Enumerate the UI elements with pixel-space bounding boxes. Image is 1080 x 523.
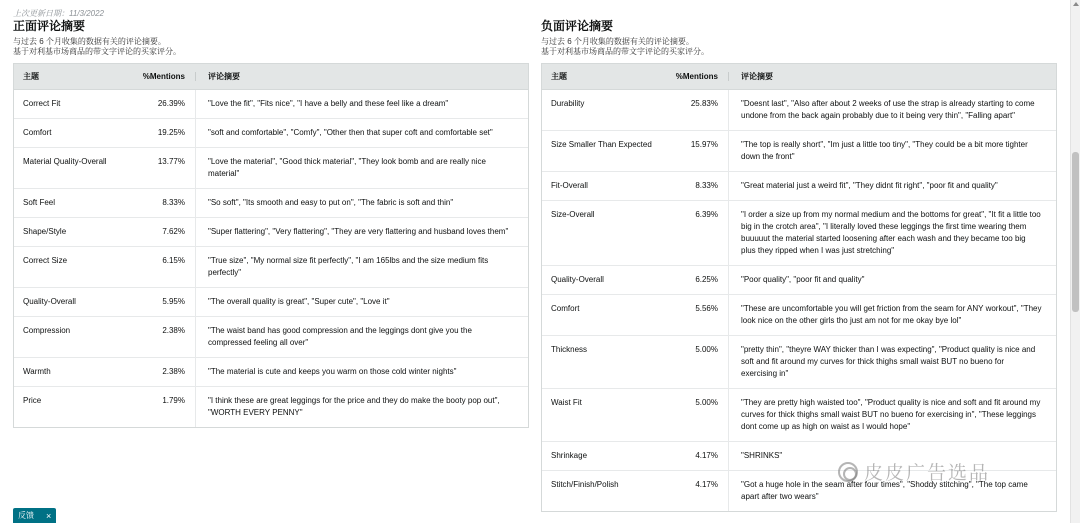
- table-row: [14, 317, 528, 358]
- negative-desc-line1: 与过去 6 个月收集的数据有关的评论摘要。: [541, 37, 694, 46]
- row-mentions: 5.56%: [672, 295, 729, 335]
- row-topic: Size-Overall: [551, 210, 595, 219]
- watermark: [838, 458, 990, 485]
- row-topic: Soft Feel: [23, 198, 56, 207]
- row-topic: Quality-Overall: [23, 297, 76, 306]
- table-row: [14, 247, 528, 288]
- row-mentions: 4.17%: [672, 442, 729, 470]
- row-topic: Thickness: [551, 345, 588, 354]
- row-mentions: 2.38%: [139, 317, 196, 357]
- table-row: [14, 119, 528, 148]
- row-mentions: 2.38%: [139, 358, 196, 386]
- positive-desc-line1: 与过去 6 个月收集的数据有关的评论摘要。: [13, 37, 166, 46]
- row-topic: Stitch/Finish/Polish: [551, 480, 619, 489]
- header-mentions[interactable]: %Mentions: [139, 72, 196, 81]
- row-summary: "The top is really short", "Im just a little too tiny", "They could be a bit more tighter down the front": [741, 140, 1028, 161]
- row-mentions: 26.39%: [139, 90, 196, 118]
- row-mentions: 1.79%: [139, 387, 196, 427]
- row-mentions: 8.33%: [139, 189, 196, 217]
- table-row: [542, 389, 1056, 442]
- row-topic: Material Quality-Overall: [23, 157, 107, 166]
- header-summary: 评论摘要: [208, 72, 240, 81]
- positive-review-table: [13, 63, 529, 428]
- row-topic: Compression: [23, 326, 71, 335]
- row-mentions: 5.95%: [139, 288, 196, 316]
- negative-review-panel: [541, 18, 1057, 512]
- row-summary: "So soft", "Its smooth and easy to put on", "The fabric is soft and thin": [208, 198, 454, 207]
- feedback-label: 反馈: [18, 511, 34, 520]
- positive-table-body: [14, 90, 528, 427]
- row-summary: "pretty thin", "theyre WAY thicker than I was expecting", "Product quality is nice and soft and fit around my curves for thick thighs small waist BUT no bueno for exercising in": [741, 345, 1036, 378]
- header-mentions[interactable]: %Mentions: [672, 72, 729, 81]
- row-mentions: 6.15%: [139, 247, 196, 287]
- header-summary: 评论摘要: [741, 72, 773, 81]
- scroll-thumb[interactable]: [1072, 152, 1079, 312]
- row-topic: Comfort: [23, 128, 52, 137]
- table-row: [14, 218, 528, 247]
- vertical-scrollbar[interactable]: [1070, 0, 1080, 523]
- row-topic: Durability: [551, 99, 585, 108]
- table-row: [14, 288, 528, 317]
- negative-table-body: [542, 90, 1056, 511]
- table-row: [542, 201, 1056, 266]
- row-mentions: 15.97%: [672, 131, 729, 171]
- row-summary: "These are uncomfortable you will get friction from the seam for ANY workout", "They look nice on the other girls tho just am not for me okay bye lol": [741, 304, 1042, 325]
- negative-desc-line2: 基于对利基市场商品的带文字评论的买家评分。: [541, 47, 709, 56]
- table-row: [14, 90, 528, 119]
- row-topic: Correct Fit: [23, 99, 61, 108]
- table-row: [542, 295, 1056, 336]
- row-mentions: 25.83%: [672, 90, 729, 130]
- row-summary: "Great material just a weird fit", "They didnt fit right", "poor fit and quality": [741, 181, 998, 190]
- row-mentions: 4.17%: [672, 471, 729, 511]
- row-topic: Shrinkage: [551, 451, 588, 460]
- row-mentions: 5.00%: [672, 389, 729, 441]
- row-summary: "The overall quality is great", "Super cute", "Love it": [208, 297, 390, 306]
- row-mentions: 7.62%: [139, 218, 196, 246]
- row-summary: "They are pretty high waisted too", "Product quality is nice and soft and fit around my curves for thick thighs small waist BUT no bueno for exercising in", "These leggings dont come up as high on waist as I would hope": [741, 398, 1041, 431]
- negative-review-table: [541, 63, 1057, 512]
- positive-panel-description: [13, 37, 529, 57]
- table-row: [542, 266, 1056, 295]
- negative-panel-title: 负面评论摘要: [541, 19, 614, 33]
- row-summary: "Love the material", "Good thick material", "They look bomb and are really nice material": [208, 157, 486, 178]
- wechat-logo-icon: [838, 462, 858, 482]
- row-topic: Warmth: [23, 367, 51, 376]
- scroll-up-arrow-icon[interactable]: [1073, 2, 1079, 6]
- row-summary: "Super flattering", "Very flattering", "They are very flattering and husband loves them": [208, 227, 509, 236]
- row-topic: Shape/Style: [23, 227, 67, 236]
- table-row: [542, 131, 1056, 172]
- table-row: [14, 358, 528, 387]
- row-summary: "I order a size up from my normal medium and the bottoms for great", "It fit a little too big in the crotch area", "I literally loved these leggings the first time wearing them buuuuut the material started loosening after each wash and they became too big plus they ripped when I was just stretching": [741, 210, 1041, 255]
- negative-panel-description: [541, 37, 1057, 57]
- row-summary: "Love the fit", "Fits nice", "I have a belly and these feel like a dream": [208, 99, 449, 108]
- row-topic: Price: [23, 396, 42, 405]
- table-header: [14, 64, 528, 90]
- row-summary: "True size", "My normal size fit perfectly", "I am 165lbs and the size medium fits perfectly": [208, 256, 489, 277]
- row-summary: "Got a huge hole in the seam after four times", "Shoddy stitching", "The top came apart after two wears": [741, 480, 1028, 501]
- row-topic: Size Smaller Than Expected: [551, 140, 652, 149]
- row-summary: "I think these are great leggings for the price and they do make the booty pop out", "WORTH EVERY PENNY": [208, 396, 500, 417]
- positive-panel-title: 正面评论摘要: [13, 19, 86, 33]
- row-mentions: 8.33%: [672, 172, 729, 200]
- table-row: [14, 189, 528, 218]
- row-summary: "soft and comfortable", "Comfy", "Other then that super coft and comfortable set": [208, 128, 493, 137]
- row-topic: Quality-Overall: [551, 275, 604, 284]
- positive-desc-line2: 基于对利基市场商品的带文字评论的买家评分。: [13, 47, 181, 56]
- row-mentions: 13.77%: [139, 148, 196, 188]
- positive-review-panel: [13, 18, 529, 428]
- close-icon[interactable]: ×: [46, 510, 52, 521]
- row-summary: "SHRINKS": [741, 451, 783, 460]
- row-mentions: 6.25%: [672, 266, 729, 294]
- table-header: [542, 64, 1056, 90]
- row-mentions: 6.39%: [672, 201, 729, 265]
- watermark-text: 皮皮广告选品: [864, 463, 991, 484]
- table-row: [542, 336, 1056, 389]
- table-row: [542, 90, 1056, 131]
- table-row: [14, 387, 528, 427]
- row-summary: "Poor quality", "poor fit and quality": [741, 275, 865, 284]
- table-row: [542, 172, 1056, 201]
- row-summary: "The waist band has good compression and the leggings dont give you the compressed feeling all over": [208, 326, 472, 347]
- table-row: [14, 148, 528, 189]
- feedback-button[interactable]: [13, 508, 56, 523]
- row-topic: Correct Size: [23, 256, 68, 265]
- row-topic: Waist Fit: [551, 398, 582, 407]
- row-mentions: 5.00%: [672, 336, 729, 388]
- row-topic: Comfort: [551, 304, 580, 313]
- last-updated-date: 上次更新日期：11/3/2022: [13, 9, 104, 18]
- row-summary: "The material is cute and keeps you warm on those cold winter nights": [208, 367, 457, 376]
- row-topic: Fit-Overall: [551, 181, 588, 190]
- header-topic: 主题: [23, 72, 39, 81]
- row-summary: "Doesnt last", "Also after about 2 weeks of use the strap is already starting to come undone from the back again probably due to it being very thin", "Falling apart": [741, 99, 1035, 120]
- header-topic: 主题: [551, 72, 567, 81]
- row-mentions: 19.25%: [139, 119, 196, 147]
